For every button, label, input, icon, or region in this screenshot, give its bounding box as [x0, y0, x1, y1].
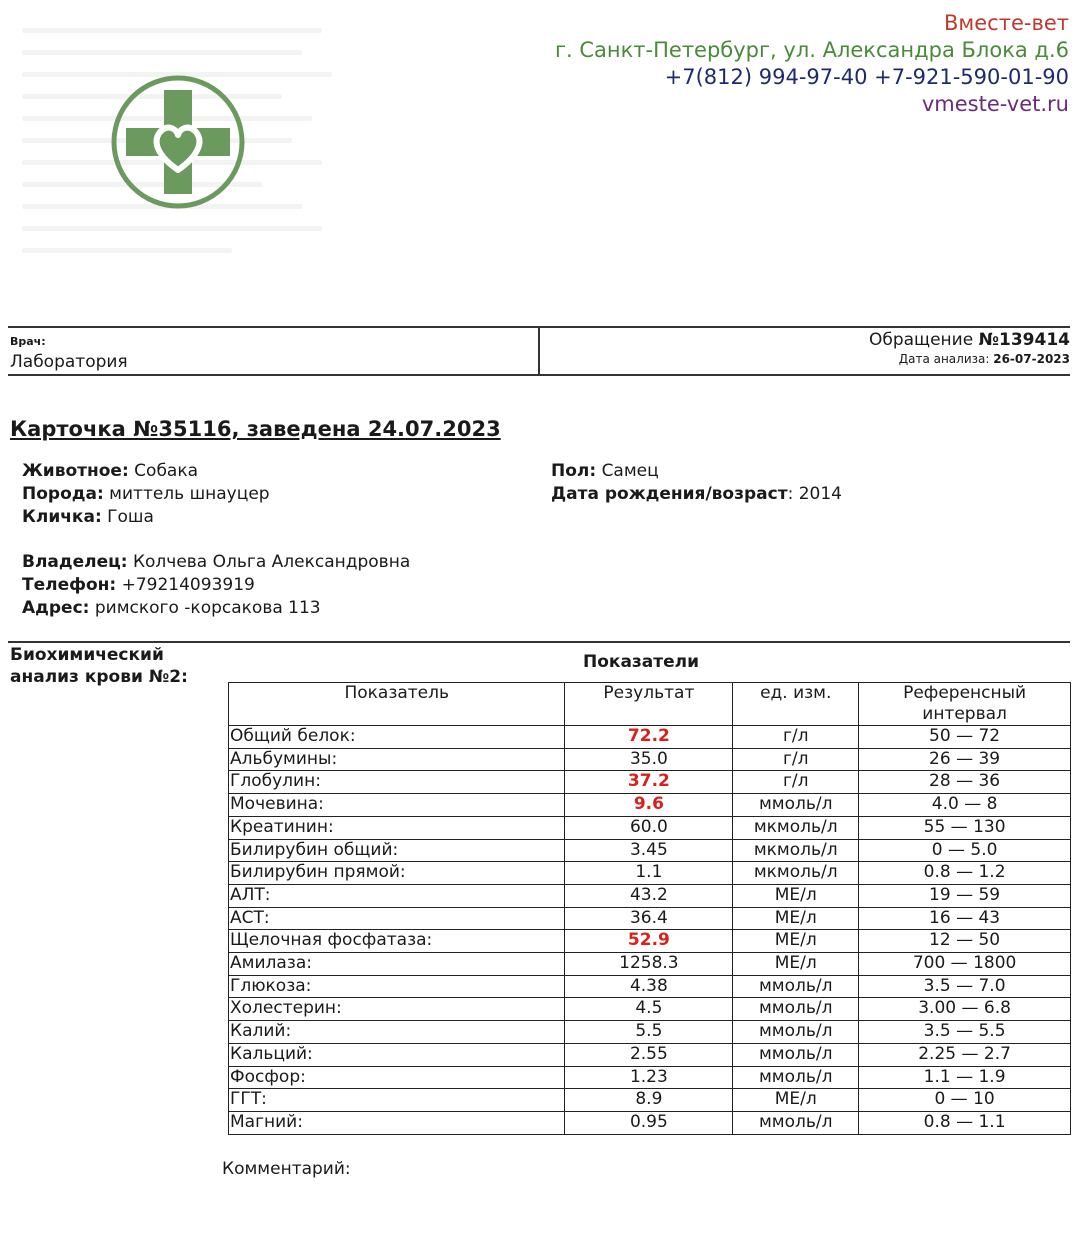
parameter-name: Калий: [229, 1021, 565, 1044]
analysis-date-value: 26-07-2023 [993, 352, 1070, 366]
reference-range: 700 — 1800 [859, 953, 1071, 976]
parameter-name: Билирубин прямой: [229, 862, 565, 885]
result-value: 37.2 [565, 771, 733, 794]
reference-range: 26 — 39 [859, 748, 1071, 771]
unit-value: г/л [733, 771, 859, 794]
result-value: 36.4 [565, 907, 733, 930]
table-row [229, 771, 1071, 794]
parameter-name: Амилаза: [229, 953, 565, 976]
table-row [229, 1021, 1071, 1044]
address-value: римского -корсакова 113 [94, 598, 321, 618]
unit-value: г/л [733, 726, 859, 749]
table-row [229, 884, 1071, 907]
reference-range: 3.5 — 5.5 [859, 1021, 1071, 1044]
reference-range: 3.5 — 7.0 [859, 975, 1071, 998]
parameter-name: Глюкоза: [229, 975, 565, 998]
table-row [229, 1066, 1071, 1089]
address-label: Адрес: [22, 598, 90, 618]
parameter-name: Креатинин: [229, 816, 565, 839]
cross-heart-logo-icon [108, 72, 248, 212]
unit-value: ммоль/л [733, 1111, 859, 1134]
table-row [229, 862, 1071, 885]
analysis-date [899, 352, 1070, 366]
parameter-name: Альбумины: [229, 748, 565, 771]
clinic-header [555, 10, 1069, 118]
birth-value: : 2014 [787, 484, 842, 504]
result-value: 52.9 [565, 930, 733, 953]
result-value: 1.1 [565, 862, 733, 885]
unit-value: МЕ/л [733, 930, 859, 953]
parameter-name: Мочевина: [229, 794, 565, 817]
table-row [229, 930, 1071, 953]
reference-range: 12 — 50 [859, 930, 1071, 953]
sex-value: Самец [601, 461, 659, 481]
doctor-visit-bar [8, 326, 1070, 376]
owner-info [22, 551, 410, 620]
result-value: 1258.3 [565, 953, 733, 976]
reference-range: 0 — 10 [859, 1089, 1071, 1112]
result-value: 43.2 [565, 884, 733, 907]
analysis-date-label: Дата анализа: [898, 352, 990, 366]
parameter-name: АЛТ: [229, 884, 565, 907]
analysis-section-title [10, 644, 188, 688]
header-unit: ед. изм. [733, 683, 859, 726]
nickname-row [22, 506, 270, 529]
parameter-name: Глобулин: [229, 771, 565, 794]
animal-label: Животное: [22, 461, 129, 481]
clinic-address: г. Санкт-Петербург, ул. Александра Блока д.6 [554, 38, 1069, 62]
parameter-name: АСТ: [229, 907, 565, 930]
unit-value: МЕ/л [733, 907, 859, 930]
nickname-label: Кличка: [22, 507, 102, 527]
results-body [229, 726, 1071, 1135]
unit-value: ммоль/л [733, 1066, 859, 1089]
reference-range: 2.25 — 2.7 [859, 1043, 1071, 1066]
visit-prefix: Обращение [868, 330, 974, 350]
phone-label: Телефон: [22, 575, 117, 595]
parameter-name: Фосфор: [229, 1066, 565, 1089]
table-caption: Показатели [583, 652, 700, 672]
unit-value: МЕ/л [733, 953, 859, 976]
unit-value: мкмоль/л [733, 839, 859, 862]
phone-row [22, 574, 410, 597]
owner-value: Колчева Ольга Александровна [132, 552, 411, 572]
table-header-row [229, 683, 1071, 726]
reference-range: 50 — 72 [859, 726, 1071, 749]
table-row [229, 726, 1071, 749]
results-table [228, 682, 1071, 1135]
doctor-value: Лаборатория [10, 352, 128, 372]
result-value: 2.55 [565, 1043, 733, 1066]
header-parameter: Показатель [229, 683, 565, 726]
animal-row [22, 460, 270, 483]
unit-value: МЕ/л [733, 884, 859, 907]
table-row [229, 998, 1071, 1021]
card-title: Карточка №35116, заведена 24.07.2023 [10, 417, 501, 441]
result-value: 5.5 [565, 1021, 733, 1044]
section-divider [8, 641, 1070, 643]
unit-value: мкмоль/л [733, 862, 859, 885]
reference-range: 1.1 — 1.9 [859, 1066, 1071, 1089]
parameter-name: Щелочная фосфатаза: [229, 930, 565, 953]
reference-range: 0.8 — 1.1 [859, 1111, 1071, 1134]
nickname-value: Гоша [107, 507, 154, 527]
result-value: 4.38 [565, 975, 733, 998]
parameter-name: Кальций: [229, 1043, 565, 1066]
unit-value: МЕ/л [733, 1089, 859, 1112]
table-row [229, 953, 1071, 976]
doctor-label: Врач: [10, 335, 46, 348]
unit-value: мкмоль/л [733, 816, 859, 839]
reference-range: 0.8 — 1.2 [859, 862, 1071, 885]
doctor-cell [8, 328, 540, 374]
unit-value: ммоль/л [733, 1021, 859, 1044]
result-value: 3.45 [565, 839, 733, 862]
result-value: 1.23 [565, 1066, 733, 1089]
unit-value: ммоль/л [733, 998, 859, 1021]
clinic-phones: +7(812) 994-97-40 +7-921-590-01-90 [664, 65, 1069, 89]
unit-value: ммоль/л [733, 975, 859, 998]
patient-info-extra [551, 460, 842, 506]
table-row [229, 1089, 1071, 1112]
clinic-name: Вместе-вет [944, 11, 1069, 35]
result-value: 60.0 [565, 816, 733, 839]
unit-value: г/л [733, 748, 859, 771]
reference-range: 55 — 130 [859, 816, 1071, 839]
parameter-name: Магний: [229, 1111, 565, 1134]
birth-label: Дата рождения/возраст [551, 484, 788, 504]
reference-range: 19 — 59 [859, 884, 1071, 907]
address-row [22, 597, 410, 620]
comment-label: Комментарий: [222, 1159, 351, 1179]
breed-value: миттель шнауцер [109, 484, 270, 504]
table-row [229, 839, 1071, 862]
birth-row [551, 483, 842, 506]
table-row [229, 816, 1071, 839]
header-result: Результат [565, 683, 733, 726]
visit-number [869, 330, 1070, 350]
visit-number-value: №139414 [978, 330, 1070, 350]
analysis-title-line-2: анализ крови №2: [10, 667, 188, 687]
animal-value: Собака [134, 461, 199, 481]
sex-label: Пол: [551, 461, 597, 481]
reference-range: 4.0 — 8 [859, 794, 1071, 817]
owner-label: Владелец: [22, 552, 128, 572]
breed-row [22, 483, 270, 506]
owner-row [22, 551, 410, 574]
table-row [229, 794, 1071, 817]
parameter-name: Билирубин общий: [229, 839, 565, 862]
table-row [229, 1043, 1071, 1066]
result-value: 35.0 [565, 748, 733, 771]
reference-range: 28 — 36 [859, 771, 1071, 794]
patient-info [22, 460, 270, 529]
result-value: 4.5 [565, 998, 733, 1021]
result-value: 8.9 [565, 1089, 733, 1112]
parameter-name: Холестерин: [229, 998, 565, 1021]
header-reference: Референсный интервал [859, 683, 1071, 726]
breed-label: Порода: [22, 484, 104, 504]
result-value: 9.6 [565, 794, 733, 817]
result-value: 72.2 [565, 726, 733, 749]
table-row [229, 748, 1071, 771]
phone-value: +79214093919 [121, 575, 255, 595]
table-row [229, 907, 1071, 930]
result-value: 0.95 [565, 1111, 733, 1134]
analysis-title-line-1: Биохимический [10, 645, 164, 665]
unit-value: ммоль/л [733, 794, 859, 817]
reference-range: 3.00 — 6.8 [859, 998, 1071, 1021]
parameter-name: ГГТ: [229, 1089, 565, 1112]
sex-row [551, 460, 842, 483]
parameter-name: Общий белок: [229, 726, 565, 749]
reference-range: 16 — 43 [859, 907, 1071, 930]
reference-range: 0 — 5.0 [859, 839, 1071, 862]
table-row [229, 975, 1071, 998]
unit-value: ммоль/л [733, 1043, 859, 1066]
clinic-website: vmeste-vet.ru [921, 92, 1069, 116]
table-row [229, 1111, 1071, 1134]
